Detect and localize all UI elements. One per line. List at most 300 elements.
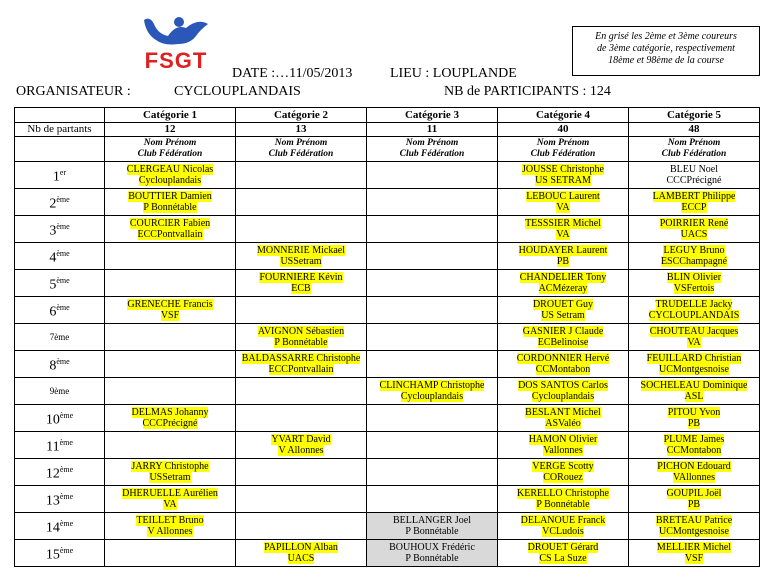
rider-name-text: FEUILLARD Christian <box>646 353 742 364</box>
rider-cell <box>498 540 629 567</box>
rider-club-text: UCMontgesnoise <box>659 526 729 537</box>
rider-name-text: CLINCHAMP Christophe <box>379 380 485 391</box>
rider-name <box>498 218 628 229</box>
rider-club-text: VSF <box>684 553 704 564</box>
rider-name-text: PITOU Yvon <box>667 407 721 418</box>
place-suffix: ème <box>59 438 73 448</box>
rider-cell <box>629 189 760 216</box>
rider-name <box>498 542 628 553</box>
rider-club <box>629 256 759 267</box>
rider-cell <box>236 486 367 513</box>
rider-cell <box>629 486 760 513</box>
rider-club <box>498 364 628 375</box>
rider-cell <box>498 378 629 405</box>
rider-cell <box>236 270 367 297</box>
rider-name-text: COURCIER Fabien <box>129 218 211 229</box>
rider-club-text: CS La Suze <box>539 553 587 564</box>
result-row <box>15 459 760 486</box>
rider-cell <box>367 432 498 459</box>
rider-cell <box>629 378 760 405</box>
rider-name <box>498 461 628 472</box>
rider-name-text: CLERGEAU Nicolas <box>126 164 214 175</box>
rider-cell <box>367 297 498 324</box>
rider-name-text: DELMAS Johanny <box>131 407 209 418</box>
subheader-name: Nom Prénom <box>274 138 328 148</box>
rider-cell <box>367 324 498 351</box>
partants-row <box>15 123 760 137</box>
place-cell <box>15 297 105 324</box>
rider-cell <box>236 405 367 432</box>
rider-name-text: BRETEAU Patrice <box>655 515 733 526</box>
place-suffix: ème <box>59 492 74 502</box>
place-number: 13 <box>45 493 60 509</box>
category-header-row <box>15 108 760 123</box>
rider-club <box>105 418 235 429</box>
rider-club-text: VSF <box>160 310 180 321</box>
rider-club-text: CORouez <box>543 472 583 483</box>
rider-cell <box>105 540 236 567</box>
rider-cell <box>236 432 367 459</box>
rider-name <box>629 164 759 175</box>
place-number: 12 <box>45 466 60 482</box>
partants-count: 12 <box>105 123 236 137</box>
place-cell <box>15 459 105 486</box>
rider-club <box>498 256 628 267</box>
partants-count: 13 <box>236 123 367 137</box>
place-suffix: er <box>59 168 67 178</box>
rider-club-text: Vallonnes <box>543 445 583 456</box>
subheader-cell <box>498 137 629 162</box>
rider-club-text: PB <box>556 256 570 267</box>
rider-name-text: TEILLET Bruno <box>136 515 204 526</box>
subheader-club: Club Fédération <box>661 149 727 159</box>
rider-club-text: ACMézeray <box>538 283 588 294</box>
rider-club-text: CYCLOUPLANDAIS <box>648 310 740 321</box>
rider-name <box>105 191 235 202</box>
partants-label: Nb de partants <box>15 123 105 137</box>
subheader-name: Nom Prénom <box>405 138 459 148</box>
rider-cell <box>629 324 760 351</box>
place-number: 5 <box>49 277 57 293</box>
rider-cell <box>367 378 498 405</box>
result-row <box>15 351 760 378</box>
date-label: DATE :…11/05/2013 <box>232 66 353 81</box>
rider-name <box>236 434 366 445</box>
rider-cell <box>105 513 236 540</box>
rider-cell <box>105 162 236 189</box>
rider-club <box>498 553 628 564</box>
rider-club <box>498 202 628 213</box>
rider-club <box>629 364 759 375</box>
rider-name-text: TRUDELLE Jacky <box>655 299 733 310</box>
rider-name <box>629 245 759 256</box>
rider-club-text: P Bonnétable <box>405 553 459 564</box>
place-cell <box>15 432 105 459</box>
rider-club <box>105 175 235 186</box>
rider-cell <box>105 405 236 432</box>
rider-club <box>629 553 759 564</box>
place-cell <box>15 513 105 540</box>
rider-name-text: CHANDELIER Tony <box>519 272 607 283</box>
rider-club <box>236 553 366 564</box>
place-number: 7ème <box>49 331 70 342</box>
rider-name <box>498 434 628 445</box>
rider-cell <box>498 459 629 486</box>
rider-name <box>629 515 759 526</box>
rider-cell <box>236 189 367 216</box>
place-suffix: ème <box>59 519 74 529</box>
note-line-2: de 3ème catégorie, respectivement <box>597 43 735 54</box>
rider-cell <box>105 378 236 405</box>
rider-name-text: YVART David <box>271 434 331 445</box>
rider-club <box>629 310 759 321</box>
rider-name <box>498 245 628 256</box>
place-number: 9ème <box>49 385 70 396</box>
rider-club <box>498 391 628 402</box>
place-cell <box>15 540 105 567</box>
rider-club <box>105 526 235 537</box>
rider-name <box>498 191 628 202</box>
rider-club <box>498 283 628 294</box>
rider-name <box>105 488 235 499</box>
rider-club-text: ECBelinoise <box>537 337 589 348</box>
rider-club-text: VA <box>163 499 177 510</box>
rider-name-text: GOUPIL Joël <box>666 488 722 499</box>
rider-club-text: P Bonnétable <box>405 526 459 537</box>
rider-cell <box>629 405 760 432</box>
fsgt-logo <box>138 14 214 72</box>
rider-name <box>629 326 759 337</box>
rider-club-text: ECB <box>291 283 311 294</box>
rider-name-text: GRENECHE Francis <box>127 299 213 310</box>
rider-name <box>236 326 366 337</box>
rider-club <box>105 310 235 321</box>
rider-club <box>629 202 759 213</box>
rider-name <box>498 272 628 283</box>
rider-club <box>498 445 628 456</box>
organisateur-value: CYCLOUPLANDAIS <box>174 84 301 99</box>
result-row <box>15 270 760 297</box>
rider-name-text: AVIGNON Sébastien <box>257 326 345 337</box>
lieu-label: LIEU : LOUPLANDE <box>390 66 517 81</box>
place-number: 6 <box>49 304 57 320</box>
rider-name <box>236 542 366 553</box>
rider-club <box>105 202 235 213</box>
rider-cell <box>367 540 498 567</box>
place-suffix: ème <box>56 357 70 367</box>
rider-name-text: MELLIER Michel <box>656 542 732 553</box>
rider-club-text: CCCPrécigné <box>666 175 722 186</box>
rider-name <box>629 461 759 472</box>
rider-name <box>105 164 235 175</box>
rider-cell <box>236 297 367 324</box>
place-number: 14 <box>45 520 60 536</box>
rider-name <box>367 542 497 553</box>
rider-club <box>498 310 628 321</box>
rider-name-text: PICHON Edouard <box>657 461 731 472</box>
rider-cell <box>498 243 629 270</box>
category-header: Catégorie 3 <box>367 108 498 123</box>
rider-club-text: ESCChampagné <box>660 256 728 267</box>
rider-cell <box>498 351 629 378</box>
participants-label: NB de PARTICIPANTS : 124 <box>444 84 611 99</box>
place-suffix: ème <box>56 195 70 205</box>
rider-club <box>498 229 628 240</box>
place-cell <box>15 162 105 189</box>
rider-cell <box>498 324 629 351</box>
place-cell <box>15 243 105 270</box>
rider-club <box>236 256 366 267</box>
place-suffix: ème <box>59 411 74 421</box>
rider-name-text: HAMON Olivier <box>528 434 598 445</box>
subheader-club: Club Fédération <box>530 149 596 159</box>
rider-name <box>498 488 628 499</box>
rider-cell <box>367 459 498 486</box>
rider-name-text: MONNERIE Mickael <box>256 245 346 256</box>
rider-name <box>629 299 759 310</box>
note-line-3: 18ème et 98ème de la course <box>608 55 724 66</box>
rider-cell <box>367 270 498 297</box>
rider-cell <box>236 513 367 540</box>
rider-cell <box>629 432 760 459</box>
rider-name <box>629 380 759 391</box>
rider-name <box>105 461 235 472</box>
rider-club-text: CCMontabon <box>535 364 591 375</box>
rider-club-text: VA <box>556 202 570 213</box>
rider-name-text: PAPILLON Alban <box>264 542 338 553</box>
rider-cell <box>629 513 760 540</box>
rider-club-text: ECCPontvallain <box>268 364 334 375</box>
place-cell <box>15 324 105 351</box>
rider-club-text: Cyclouplandais <box>400 391 464 402</box>
rider-name <box>105 218 235 229</box>
place-number: 11 <box>46 439 60 455</box>
rider-cell <box>367 243 498 270</box>
rider-name-text: JARRY Christophe <box>131 461 209 472</box>
rider-name <box>629 272 759 283</box>
rider-cell <box>236 324 367 351</box>
rider-name-text: LEBOUC Laurent <box>526 191 600 202</box>
place-number: 4 <box>49 250 57 266</box>
result-row <box>15 513 760 540</box>
category-header: Catégorie 1 <box>105 108 236 123</box>
rider-cell <box>367 486 498 513</box>
rider-club <box>367 553 497 564</box>
subheader-cell <box>367 137 498 162</box>
result-row <box>15 162 760 189</box>
rider-club <box>105 499 235 510</box>
rider-club-text: V Allonnes <box>278 445 324 456</box>
rider-cell <box>105 189 236 216</box>
legend-note <box>572 26 760 76</box>
rider-cell <box>629 351 760 378</box>
rider-name <box>367 515 497 526</box>
place-cell <box>15 486 105 513</box>
subheader-cell <box>236 137 367 162</box>
rider-cell <box>629 459 760 486</box>
rider-cell <box>105 243 236 270</box>
place-cell <box>15 189 105 216</box>
rider-cell <box>236 216 367 243</box>
rider-club <box>629 526 759 537</box>
place-suffix: ème <box>59 546 74 556</box>
rider-club-text: UCMontgesnoise <box>659 364 729 375</box>
place-number: 2 <box>49 196 57 212</box>
rider-club <box>498 472 628 483</box>
subheader-club: Club Fédération <box>137 149 203 159</box>
rider-club-text: P Bonnétable <box>274 337 328 348</box>
rider-cell <box>367 162 498 189</box>
subheader-name: Nom Prénom <box>536 138 590 148</box>
rider-cell <box>498 297 629 324</box>
rider-cell <box>236 351 367 378</box>
rider-name-text: DHERUELLE Aurélien <box>122 488 218 499</box>
rider-cell <box>105 216 236 243</box>
rider-name-text: PLUME James <box>663 434 725 445</box>
place-cell <box>15 351 105 378</box>
svg-text:FSGT: FSGT <box>144 48 208 72</box>
place-suffix: ème <box>56 249 70 259</box>
rider-name-text: DELANOUE Franck <box>520 515 606 526</box>
rider-cell <box>367 216 498 243</box>
rider-cell <box>498 216 629 243</box>
rider-name <box>498 353 628 364</box>
rider-name-text: BOUHOUX Frédéric <box>389 542 475 553</box>
partants-count: 40 <box>498 123 629 137</box>
rider-name <box>236 272 366 283</box>
rider-name <box>236 245 366 256</box>
place-cell <box>15 216 105 243</box>
rider-cell <box>105 432 236 459</box>
rider-cell <box>498 486 629 513</box>
rider-club-text: VCLudois <box>542 526 584 537</box>
rider-club-text: P Bonnétable <box>536 499 590 510</box>
rider-club-text: UACS <box>287 553 315 564</box>
rider-club <box>498 337 628 348</box>
rider-cell <box>498 513 629 540</box>
rider-club <box>629 445 759 456</box>
rider-cell <box>236 540 367 567</box>
rider-club <box>367 391 497 402</box>
category-header: Catégorie 4 <box>498 108 629 123</box>
place-cell <box>15 378 105 405</box>
rider-name-text: FOURNIERE Kévin <box>259 272 343 283</box>
rider-cell <box>236 243 367 270</box>
rider-cell <box>498 432 629 459</box>
rider-club-text: Cyclouplandais <box>531 391 595 402</box>
rider-cell <box>105 270 236 297</box>
place-suffix: ème <box>56 276 70 286</box>
rider-club <box>629 391 759 402</box>
rider-cell <box>236 459 367 486</box>
rider-club <box>105 229 235 240</box>
place-suffix: ème <box>59 465 74 475</box>
place-cell <box>15 270 105 297</box>
rider-club <box>498 526 628 537</box>
rider-cell <box>629 216 760 243</box>
result-row <box>15 216 760 243</box>
rider-cell <box>367 189 498 216</box>
rider-club-text: P Bonnétable <box>143 202 197 213</box>
rider-club <box>498 418 628 429</box>
rider-club <box>236 364 366 375</box>
rider-name-text: LAMBERT Philippe <box>652 191 736 202</box>
rider-name <box>236 353 366 364</box>
rider-club <box>498 175 628 186</box>
place-suffix: ème <box>56 222 70 232</box>
subheader-cell <box>629 137 760 162</box>
rider-cell <box>629 270 760 297</box>
rider-cell <box>236 378 367 405</box>
rider-name <box>367 380 497 391</box>
rider-name <box>498 326 628 337</box>
rider-cell <box>498 162 629 189</box>
subheader-empty <box>15 137 105 162</box>
rider-club <box>236 283 366 294</box>
rider-name <box>498 164 628 175</box>
rider-name-text: CHOUTEAU Jacques <box>649 326 739 337</box>
corner-cell <box>15 108 105 123</box>
rider-cell <box>498 189 629 216</box>
rider-club <box>629 337 759 348</box>
rider-club-text: ECCP <box>681 202 707 213</box>
rider-cell <box>367 351 498 378</box>
rider-name-text: POIRRIER René <box>659 218 729 229</box>
rider-name <box>498 515 628 526</box>
rider-cell <box>105 297 236 324</box>
rider-name-text: BELLANGER Joel <box>392 515 472 526</box>
rider-cell <box>105 459 236 486</box>
place-number: 3 <box>49 223 57 239</box>
rider-cell <box>498 405 629 432</box>
rider-club <box>236 445 366 456</box>
note-line-1: En grisé les 2ème et 3ème coureurs <box>595 31 737 42</box>
subheader-club: Club Fédération <box>399 149 465 159</box>
rider-club-text: US SETRAM <box>535 175 591 186</box>
rider-club <box>629 472 759 483</box>
rider-name-text: VERGE Scotty <box>532 461 594 472</box>
rider-name-text: DROUET Gérard <box>527 542 599 553</box>
subheader-club: Club Fédération <box>268 149 334 159</box>
rider-name-text: BALDASSARRE Christophe <box>241 353 361 364</box>
rider-name <box>105 299 235 310</box>
category-header: Catégorie 5 <box>629 108 760 123</box>
subheader-cell <box>105 137 236 162</box>
partants-count: 48 <box>629 123 760 137</box>
rider-name-text: DOS SANTOS Carlos <box>518 380 608 391</box>
rider-club <box>629 283 759 294</box>
rider-name <box>498 299 628 310</box>
rider-name <box>629 353 759 364</box>
rider-name <box>629 407 759 418</box>
category-header: Catégorie 2 <box>236 108 367 123</box>
rider-cell <box>105 324 236 351</box>
rider-club-text: VA <box>687 337 701 348</box>
results-table <box>14 107 760 567</box>
rider-club-text: USSetram <box>280 256 322 267</box>
place-cell <box>15 405 105 432</box>
result-row <box>15 405 760 432</box>
rider-cell <box>236 162 367 189</box>
rider-name-text: BESLANT Michel <box>525 407 601 418</box>
rider-cell <box>629 162 760 189</box>
rider-cell <box>629 243 760 270</box>
rider-club-text: VSFertois <box>673 283 715 294</box>
result-row <box>15 378 760 405</box>
rider-name <box>105 407 235 418</box>
rider-club-text: V Allonnes <box>147 526 193 537</box>
rider-cell <box>105 486 236 513</box>
